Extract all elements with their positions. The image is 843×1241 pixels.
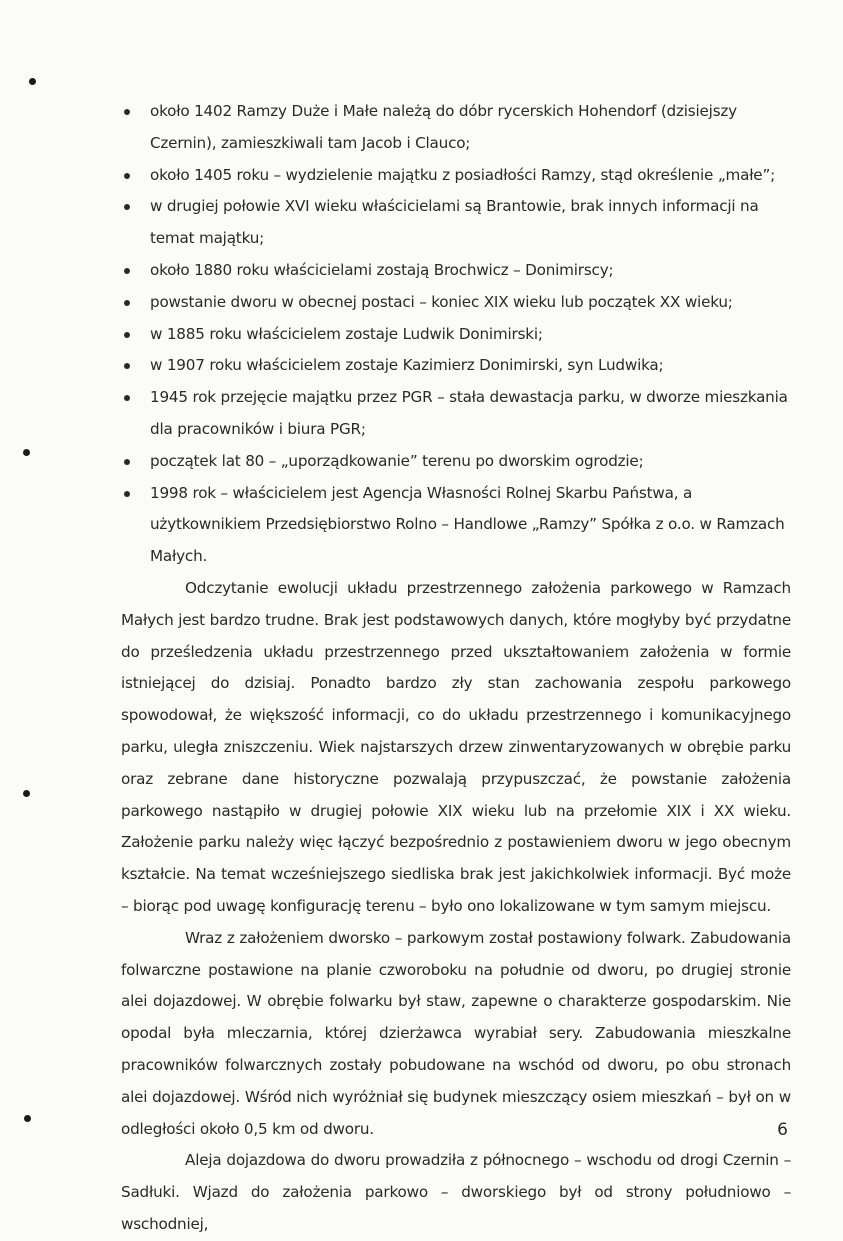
list-item: w drugiej połowie XVI wieku właścicielami są Brantowie, brak innych informacji na temat majątku; bbox=[121, 191, 791, 255]
list-item: około 1880 roku właścicielami zostają Brochwicz – Donimirscy; bbox=[121, 255, 791, 287]
punch-hole-mark bbox=[29, 78, 36, 85]
list-item: około 1402 Ramzy Duże i Małe należą do dóbr rycerskich Hohendorf (dzisiejszy Czernin), zamieszkiwali tam Jacob i Clauco; bbox=[121, 96, 791, 160]
paragraph-farmstead: Wraz z założeniem dworsko – parkowym został postawiony folwark. Zabudowania folwarczne postawione na planie czworoboku na południe od dworu, po drugiej stronie alei dojazdowej. W obrębie folwarku był staw, zapewne o charakterze gospodarskim. Nie opodal była mleczarnia, której dzierżawca wyrabiał sery. Zabudowania mieszkalne pracowników folwarcznych zostały pobudowane na wschód od dworu, po obu stronach alei dojazdowej. Wśród nich wyróżniał się budynek mieszczący osiem mieszkań – był on w odległości około 0,5 km od dworu. bbox=[121, 928, 791, 1138]
list-item: powstanie dworu w obecnej postaci – koniec XIX wieku lub początek XX wieku; bbox=[121, 287, 791, 319]
paragraph-access-alley: Aleja dojazdowa do dworu prowadziła z północnego – wschodu od drogi Czernin – Sadłuki. Wjazd do założenia parkowo – dworskiego był od strony południowo – wschodniej, bbox=[121, 1151, 791, 1233]
punch-hole-mark bbox=[23, 790, 30, 797]
list-item: w 1885 roku właścicielem zostaje Ludwik Donimirski; bbox=[121, 319, 791, 351]
punch-hole-mark bbox=[24, 1115, 31, 1122]
list-item: początek lat 80 – „uporządkowanie” terenu po dworskim ogrodzie; bbox=[121, 446, 791, 478]
punch-hole-mark bbox=[23, 449, 30, 456]
page-content bbox=[121, 96, 791, 1241]
list-item: w 1907 roku właścicielem zostaje Kazimierz Donimirski, syn Ludwika; bbox=[121, 350, 791, 382]
page-number: 6 bbox=[777, 1120, 788, 1140]
paragraph-park-evolution: Odczytanie ewolucji układu przestrzennego założenia parkowego w Ramzach Małych jest bardzo trudne. Brak jest podstawowych danych, które mogłyby być przydatne do prześledzenia układu przestrzennego przed ukształtowaniem założenia w formie istniejącej do dzisiaj. Ponadto bardzo zły stan zachowania zespołu parkowego spowodował, że większość informacji, co do układu przestrzennego i komunikacyjnego parku, uległa zniszczeniu. Wiek najstarszych drzew zinwentaryzowanych w obrębie parku oraz zebrane dane historyczne pozwalają przypuszczać, że powstanie założenia parkowego nastąpiło w drugiej połowie XIX wieku lub na przełomie XIX i XX wieku. Założenie parku należy więc łączyć bezpośrednio z postawieniem dworu w jego obecnym kształcie. Na temat wcześniejszego siedliska brak jest jakichkolwiek informacji. Być może – biorąc pod uwagę konfigurację terenu – było ono lokalizowane w tym samym miejscu. bbox=[121, 578, 791, 915]
list-item: około 1405 roku – wydzielenie majątku z posiadłości Ramzy, stąd określenie „małe”; bbox=[121, 160, 791, 192]
list-item: 1945 rok przejęcie majątku przez PGR – stała dewastacja parku, w dworze mieszkania dla pracowników i biura PGR; bbox=[121, 382, 791, 446]
list-item: 1998 rok – właścicielem jest Agencja Własności Rolnej Skarbu Państwa, a użytkownikiem Przedsiębiorstwo Rolno – Handlowe „Ramzy” Spółka z o.o. w Ramzach Małych. bbox=[121, 478, 791, 573]
history-bullet-list bbox=[121, 96, 791, 573]
